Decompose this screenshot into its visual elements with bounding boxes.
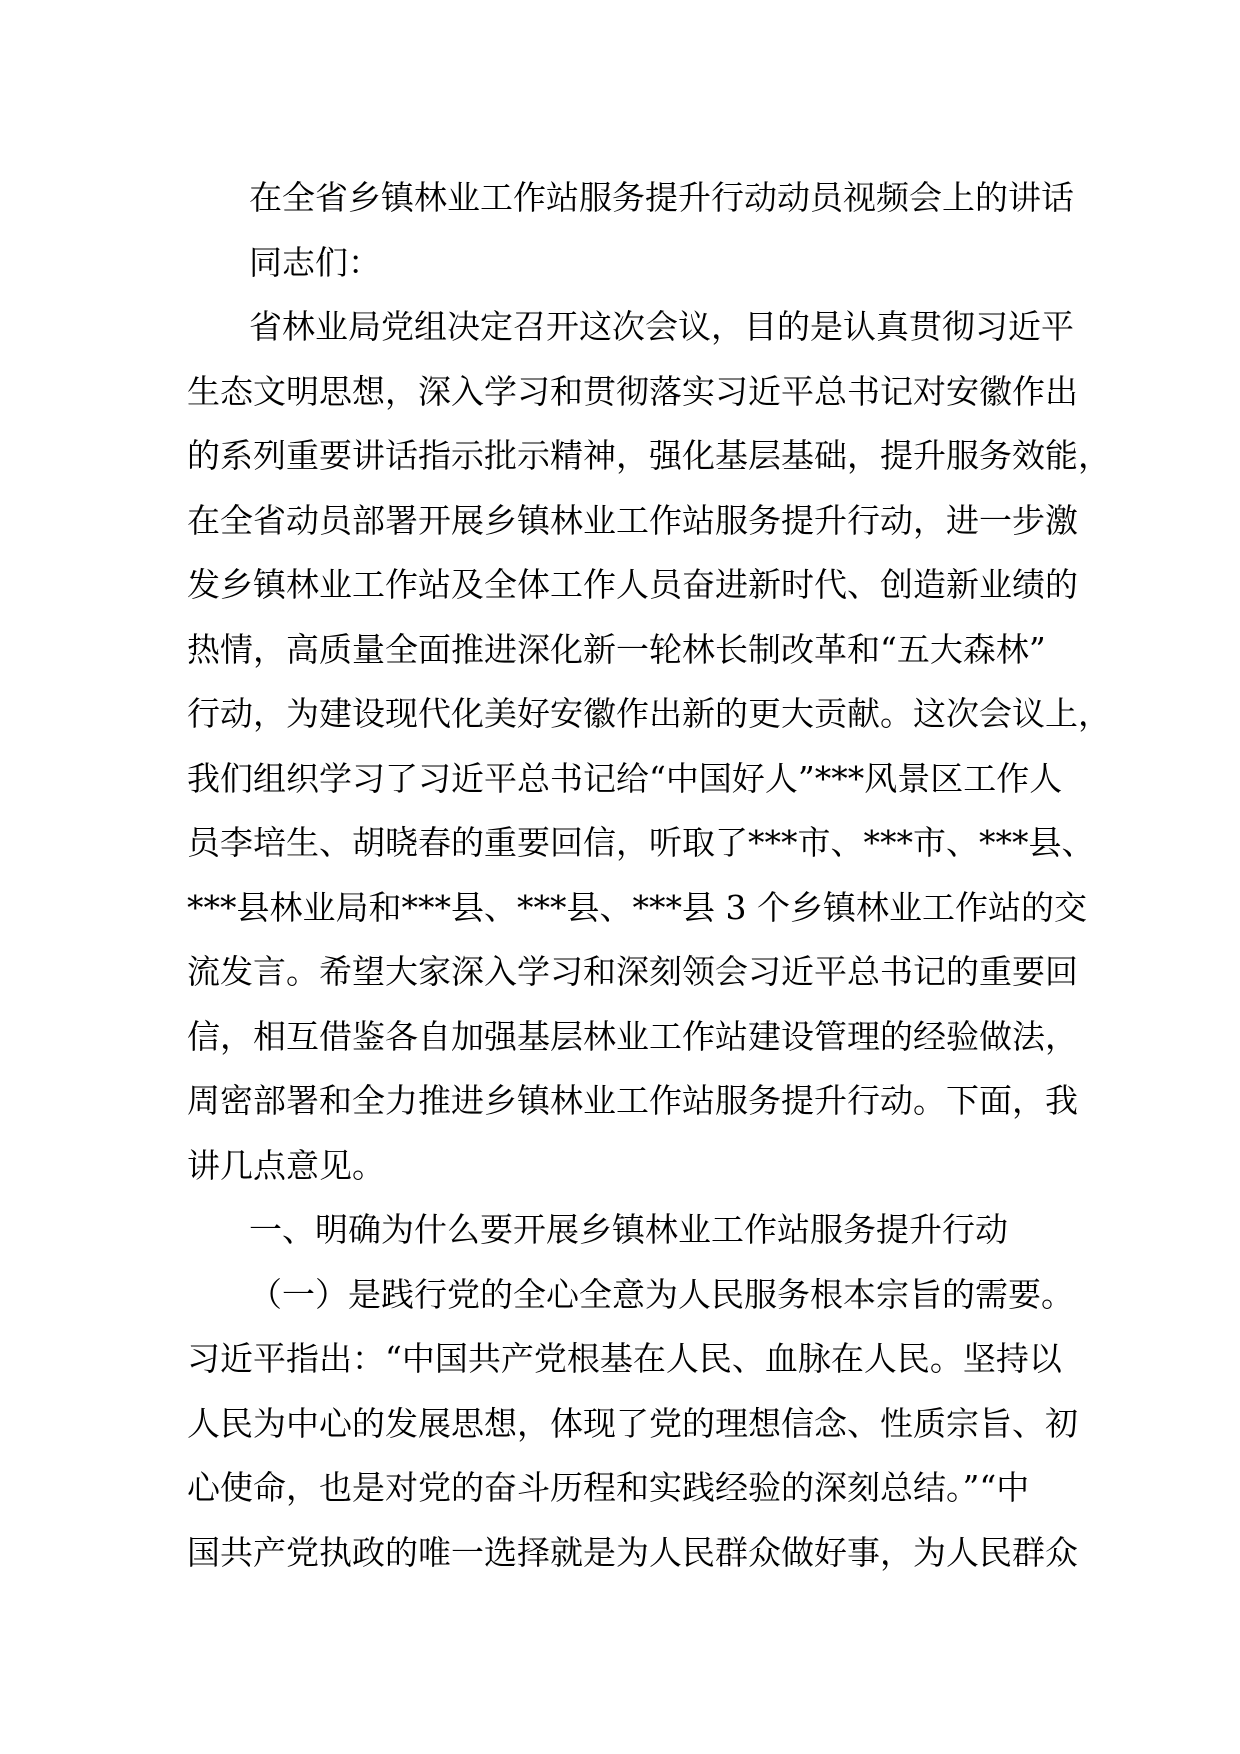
- paragraph-line: 发乡镇林业工作站及全体工作人员奋进新时代、创造新业绩的: [187, 565, 1078, 604]
- paragraph-line: 习近平指出：“中国共产党根基在人民、血脉在人民。坚持以: [187, 1339, 1062, 1378]
- paragraph-line: 的系列重要讲话指示批示精神，强化基层基础，提升服务效能，: [187, 436, 1111, 475]
- section-heading: 一、明确为什么要开展乡镇林业工作站服务提升行动: [249, 1210, 1008, 1249]
- document-body: [187, 166, 1111, 1585]
- paragraph-line: ***县林业局和***县、***县、***县 3 个乡镇林业工作站的交: [187, 887, 1087, 927]
- paragraph-line: 在全省动员部署开展乡镇林业工作站服务提升行动，进一步激: [187, 500, 1078, 540]
- paragraph-line: 流发言。希望大家深入学习和深刻领会习近平总书记的重要回: [187, 952, 1078, 991]
- paragraph-line: 国共产党执政的唯一选择就是为人民群众做好事，为人民群众: [187, 1532, 1078, 1572]
- paragraph-line: 生态文明思想，深入学习和贯彻落实习近平总书记对安徽作出: [187, 371, 1078, 411]
- subsection-heading: （一）是践行党的全心全意为人民服务根本宗旨的需要。: [249, 1274, 1074, 1314]
- paragraph-line: 行动，为建设现代化美好安徽作出新的更大贡献。这次会议上，: [187, 694, 1111, 733]
- paragraph-line: 热情，高质量全面推进深化新一轮林长制改革和“五大森林”: [187, 629, 1046, 669]
- paragraph-line: 人民为中心的发展思想，体现了党的理想信念、性质宗旨、初: [187, 1403, 1078, 1443]
- paragraph-line: 讲几点意见。: [187, 1145, 385, 1185]
- paragraph-line: 我们组织学习了习近平总书记给“中国好人”***风景区工作人: [187, 758, 1063, 798]
- paragraph-line: 心使命，也是对党的奋斗历程和实践经验的深刻总结。”“中: [187, 1468, 1030, 1507]
- paragraph-line: 周密部署和全力推进乡镇林业工作站服务提升行动。下面，我: [187, 1081, 1078, 1120]
- document-title: 在全省乡镇林业工作站服务提升行动动员视频会上的讲话: [249, 178, 1074, 217]
- paragraph-line: 省林业局党组决定召开这次会议，目的是认真贯彻习近平: [249, 307, 1074, 346]
- greeting: 同志们：: [249, 242, 381, 282]
- paragraph-line: 员李培生、胡晓春的重要回信，听取了***市、***市、***县、: [187, 823, 1095, 862]
- paragraph-line: 信，相互借鉴各自加强基层林业工作站建设管理的经验做法，: [187, 1016, 1078, 1056]
